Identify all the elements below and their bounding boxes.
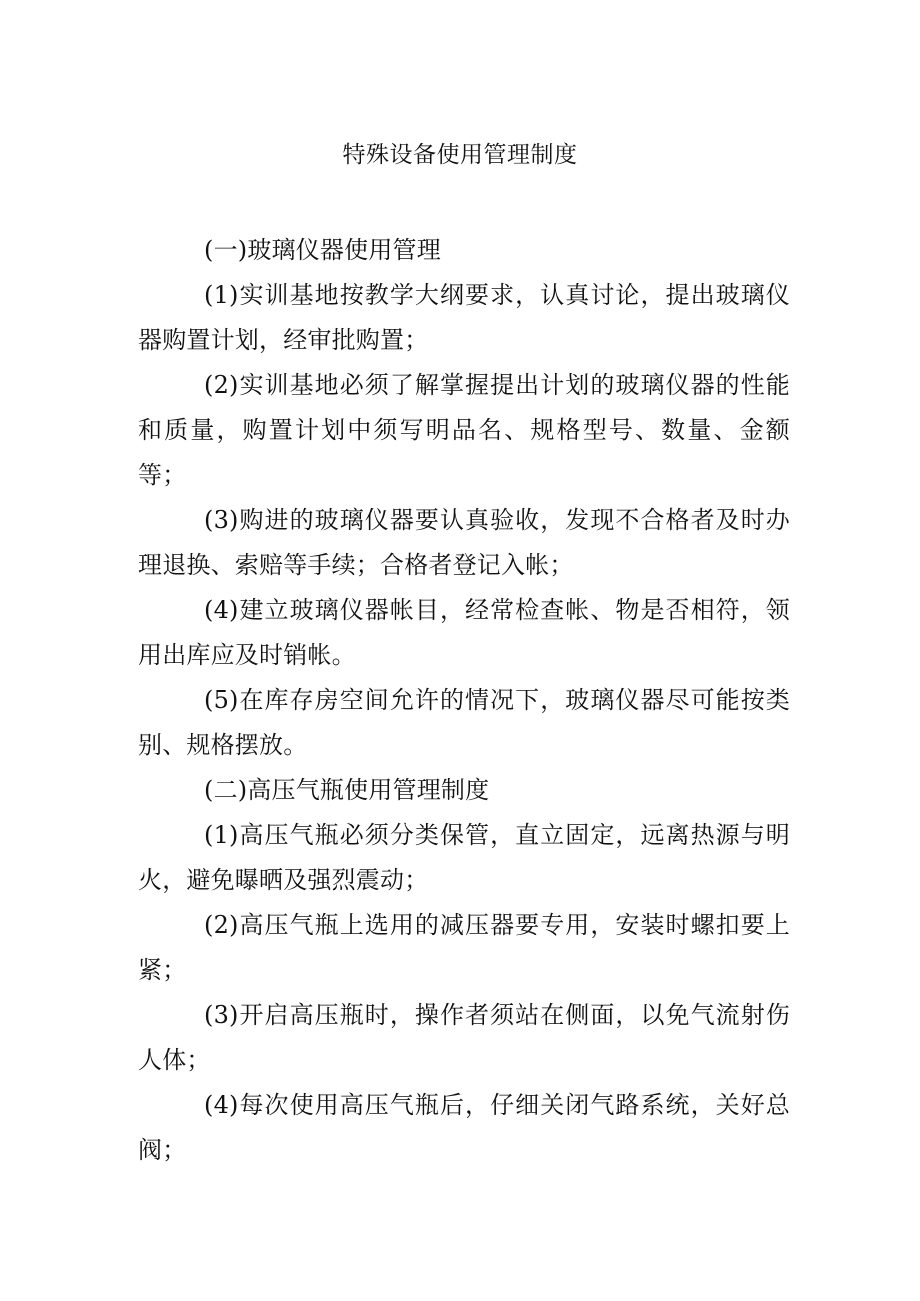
section-heading-gas-cylinder: (二)高压气瓶使用管理制度 [204, 776, 490, 804]
paragraph-gas-cylinder-1: (1)高压气瓶必须分类保管，直立固定，远离热源与明火，避免曝晒及强烈震动； [138, 821, 790, 894]
document-body [138, 228, 790, 1173]
paragraph-glassware-4: (4)建立玻璃仪器帐目，经常检查帐、物是否相符，领用出库应及时销帐。 [138, 596, 790, 669]
paragraph-gas-cylinder-4: (4)每次使用高压气瓶后，仔细关闭气路系统，关好总阀； [138, 1091, 790, 1164]
paragraph-glassware-1: (1)实训基地按教学大纲要求，认真讨论，提出玻璃仪器购置计划，经审批购置； [138, 281, 790, 354]
paragraph-gas-cylinder-3: (3)开启高压瓶时，操作者须站在侧面，以免气流射伤人体； [138, 1001, 790, 1074]
paragraph-glassware-2: (2)实训基地必须了解掌握提出计划的玻璃仪器的性能和质量，购置计划中须写明品名、规格型号、数量、金额等； [138, 371, 790, 489]
document-title: 特殊设备使用管理制度 [342, 142, 578, 168]
paragraph-gas-cylinder-2: (2)高压气瓶上选用的减压器要专用，安装时螺扣要上紧； [138, 911, 790, 984]
paragraph-glassware-5: (5)在库存房空间允许的情况下，玻璃仪器尽可能按类别、规格摆放。 [138, 686, 790, 759]
paragraph-glassware-3: (3)购进的玻璃仪器要认真验收，发现不合格者及时办理退换、索赔等手续；合格者登记入帐； [138, 506, 790, 579]
section-heading-glassware: (一)玻璃仪器使用管理 [204, 236, 441, 264]
